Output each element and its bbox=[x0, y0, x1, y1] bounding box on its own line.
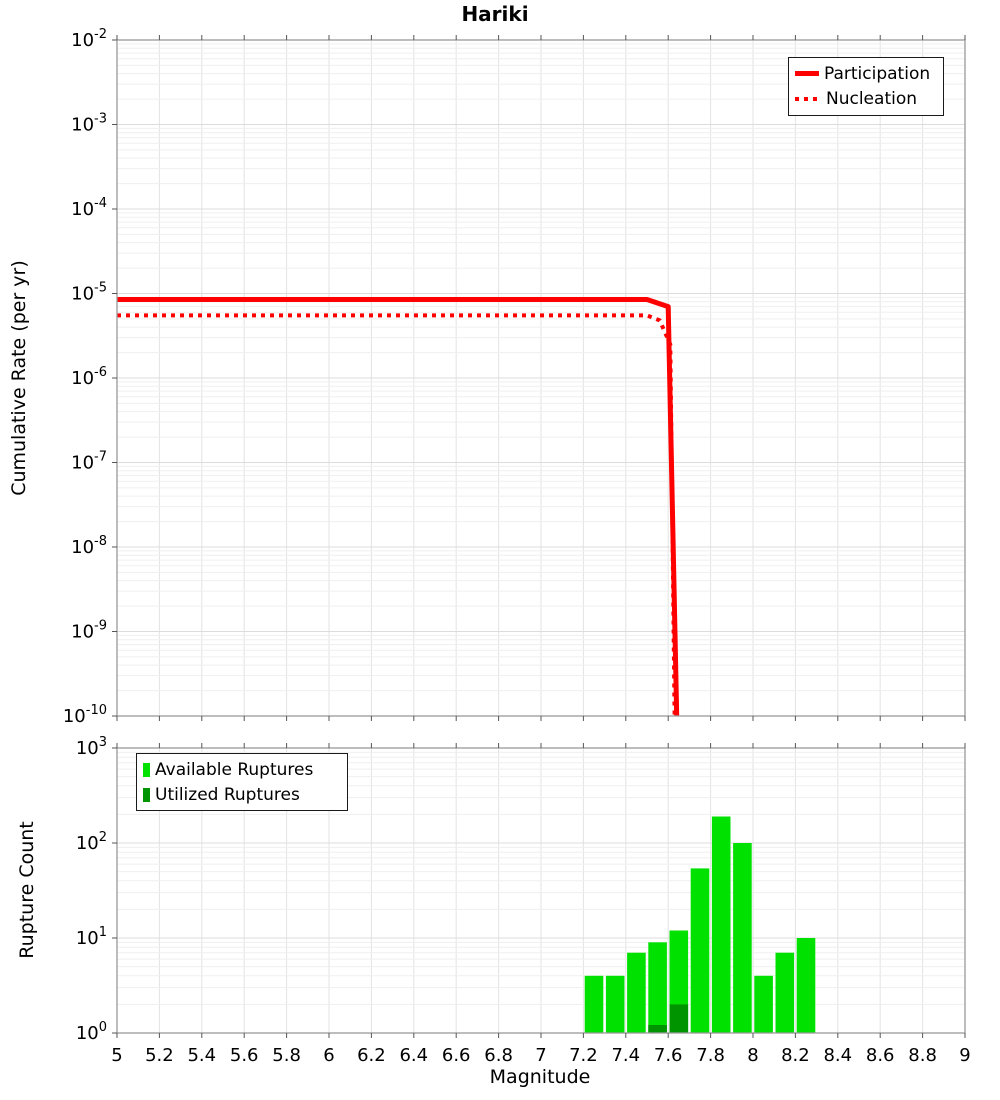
x-tick-label: 6.4 bbox=[399, 1045, 429, 1066]
x-tick-label: 8.8 bbox=[908, 1045, 937, 1066]
x-tick-label: 9 bbox=[959, 1045, 971, 1066]
bar-available-m7.75 bbox=[691, 868, 710, 1033]
y-tick-label: $10^2$ bbox=[75, 830, 107, 854]
x-tick-label: 5.8 bbox=[272, 1045, 301, 1066]
utilized-swatch-icon bbox=[143, 788, 150, 802]
available-swatch-icon bbox=[143, 763, 150, 777]
bar-available-m8.05 bbox=[754, 976, 773, 1033]
x-tick-label: 7.4 bbox=[611, 1045, 641, 1066]
x-axis-label: Magnitude bbox=[489, 1066, 591, 1088]
bar-available-m7.55 bbox=[648, 942, 667, 1033]
rate-legend bbox=[788, 57, 944, 116]
bar-available-m7.45 bbox=[627, 953, 646, 1033]
x-tick-label: 7.2 bbox=[569, 1045, 598, 1066]
y-tick-label: $10^{-2}$ bbox=[71, 27, 107, 51]
rupture-legend bbox=[136, 753, 348, 811]
dotted-line-swatch-icon bbox=[795, 97, 821, 101]
y-tick-label: $10^{-9}$ bbox=[71, 618, 107, 643]
y-tick-label: $10^{-6}$ bbox=[71, 365, 107, 389]
chart-title: Hariki bbox=[461, 2, 529, 26]
legend-label: Available Ruptures bbox=[155, 759, 314, 780]
x-tick-label: 5.4 bbox=[187, 1045, 217, 1066]
legend-label: Nucleation bbox=[826, 89, 918, 110]
x-tick-label: 8 bbox=[747, 1045, 759, 1066]
y-tick-label: $10^1$ bbox=[75, 925, 107, 949]
x-tick-label: 5.2 bbox=[145, 1045, 174, 1066]
x-tick-label: 5 bbox=[111, 1045, 123, 1066]
x-tick-label: 5.6 bbox=[229, 1045, 259, 1066]
x-tick-label: 7 bbox=[535, 1045, 547, 1066]
legend-item-available bbox=[143, 757, 341, 782]
y-tick-label: $10^{-8}$ bbox=[71, 534, 107, 558]
rate-plot bbox=[63, 27, 965, 727]
legend-item-participation bbox=[795, 61, 937, 87]
legend-item-utilized bbox=[143, 782, 341, 807]
x-tick-label: 6.2 bbox=[357, 1045, 386, 1066]
x-tick-label: 7.8 bbox=[696, 1045, 725, 1066]
bar-utilized-m7.65 bbox=[670, 1004, 689, 1033]
bar-available-m7.85 bbox=[712, 817, 731, 1034]
bar-available-m8.25 bbox=[797, 938, 816, 1033]
x-tick-label: 8.6 bbox=[865, 1045, 895, 1066]
x-tick-label: 8.4 bbox=[823, 1045, 853, 1066]
bar-available-m8.15 bbox=[776, 953, 795, 1033]
legend-item-nucleation bbox=[795, 87, 937, 113]
bar-utilized-m7.55 bbox=[648, 1025, 667, 1033]
legend-label: Participation bbox=[824, 63, 931, 84]
y-tick-label: $10^{-5}$ bbox=[71, 280, 107, 305]
solid-line-swatch-icon bbox=[795, 71, 819, 76]
x-tick-label: 8.2 bbox=[781, 1045, 810, 1066]
bar-available-m7.25 bbox=[585, 976, 604, 1033]
y-tick-label: $10^{-7}$ bbox=[71, 449, 107, 474]
x-tick-label: 6 bbox=[323, 1045, 335, 1066]
y-tick-label: $10^{-3}$ bbox=[71, 111, 107, 136]
y-tick-label: $10^0$ bbox=[75, 1020, 107, 1044]
bar-available-m7.35 bbox=[606, 976, 625, 1033]
y-tick-label: $10^{-4}$ bbox=[71, 196, 107, 220]
x-tick-label: 7.6 bbox=[653, 1045, 683, 1066]
x-tick-label: 6.8 bbox=[484, 1045, 513, 1066]
bar-available-m7.95 bbox=[733, 843, 752, 1033]
x-tick-label: 6.6 bbox=[441, 1045, 471, 1066]
y-axis-label-rate: Cumulative Rate (per yr) bbox=[8, 260, 30, 496]
y-tick-label: $10^{-10}$ bbox=[62, 703, 107, 727]
legend-label: Utilized Ruptures bbox=[155, 784, 300, 805]
y-tick-label: $10^3$ bbox=[75, 735, 107, 759]
y-axis-label-count: Rupture Count bbox=[16, 821, 38, 959]
